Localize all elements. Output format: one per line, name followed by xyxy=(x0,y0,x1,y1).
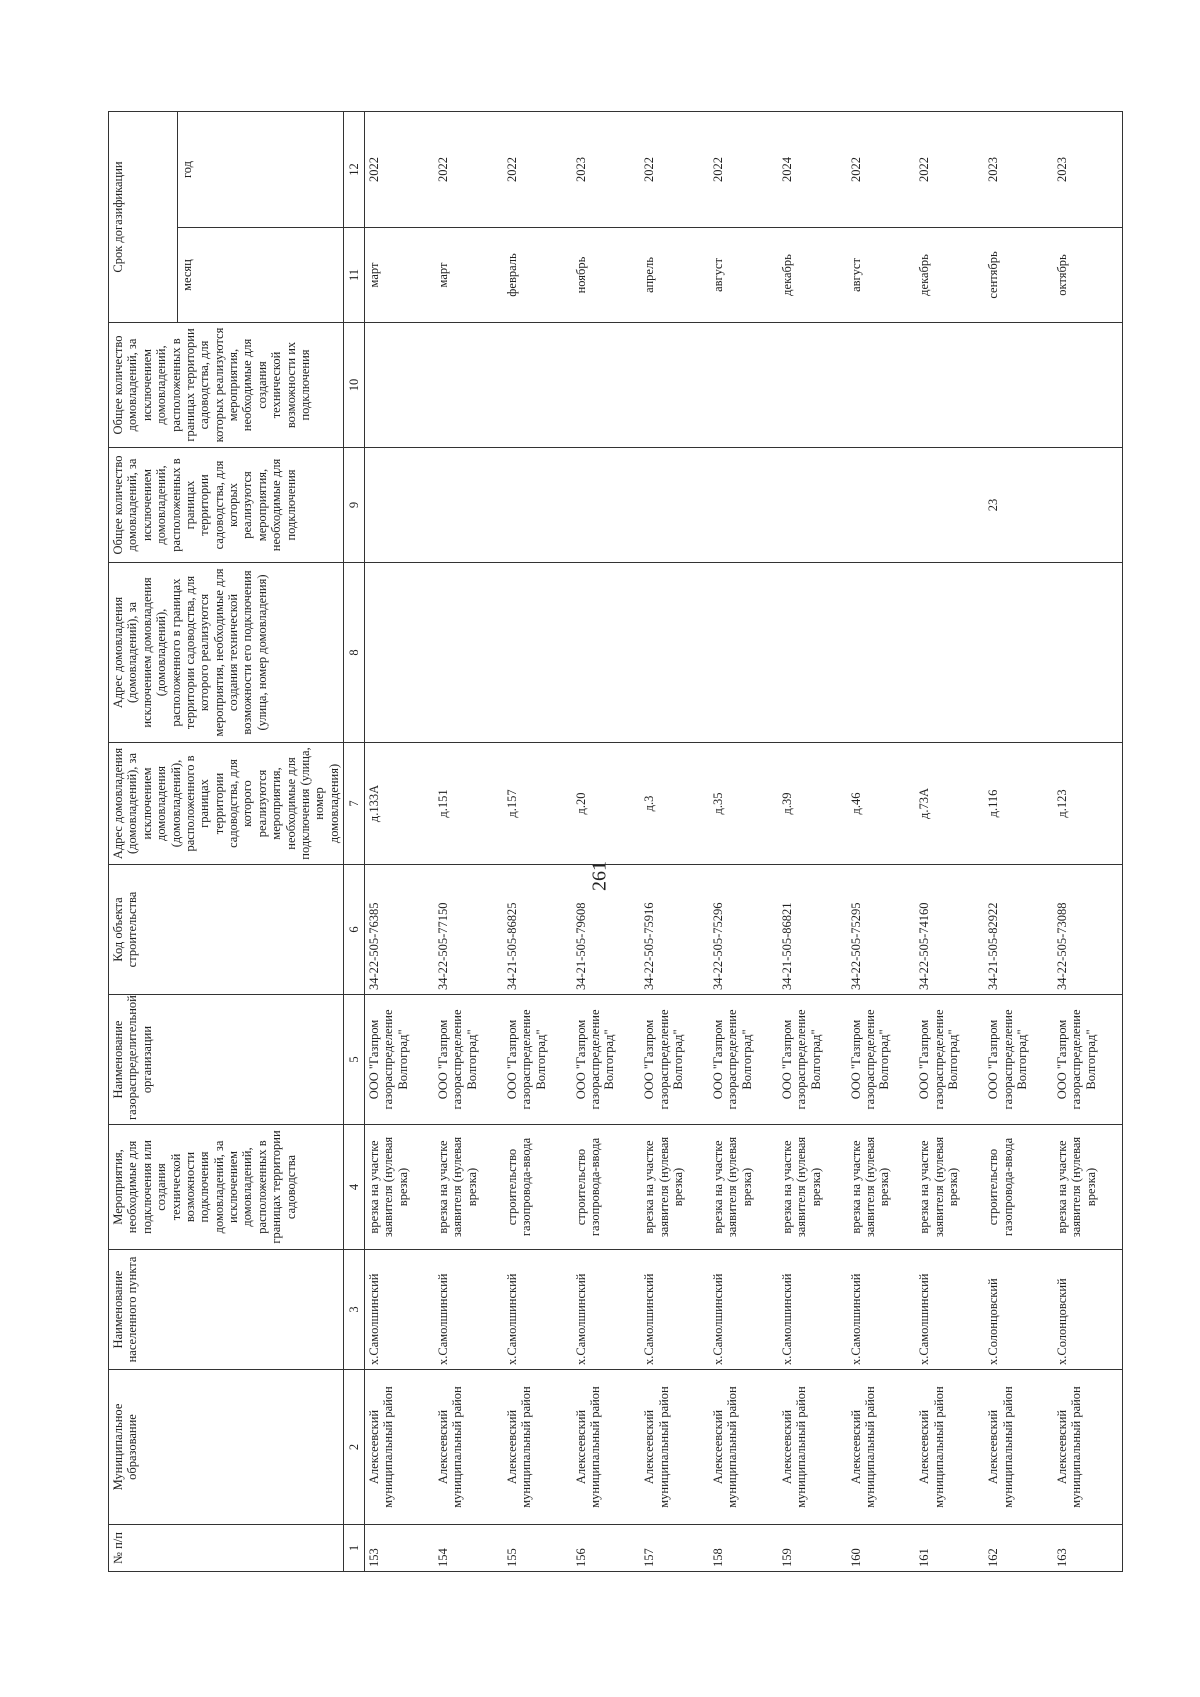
column-number: 1 xyxy=(344,1525,365,1572)
address-cell: д.133А xyxy=(365,743,435,865)
address-technical-cell xyxy=(984,563,1053,743)
address-cell: д.3 xyxy=(640,743,709,865)
row-number: 153 xyxy=(365,1525,435,1572)
month-cell: март xyxy=(434,228,503,323)
year-cell: 2022 xyxy=(915,112,984,228)
event-cell: врезка на участке заявителя (нулевая врезка) xyxy=(640,1125,709,1250)
year-cell: 2023 xyxy=(1053,112,1123,228)
column-number: 10 xyxy=(344,323,365,448)
settlement-cell: х.Солонцовский xyxy=(1053,1250,1123,1370)
row-number: 162 xyxy=(984,1525,1053,1572)
count-technical-cell xyxy=(1053,323,1123,448)
month-cell: август xyxy=(847,228,916,323)
address-technical-cell xyxy=(503,563,572,743)
address-cell: д.39 xyxy=(778,743,847,865)
month-cell: февраль xyxy=(503,228,572,323)
event-cell: врезка на участке заявителя (нулевая врезка) xyxy=(915,1125,984,1250)
municipality-cell: Алексеевский муниципальный район xyxy=(365,1370,435,1525)
count-connection-cell xyxy=(572,448,641,563)
table-row xyxy=(1053,112,1123,1572)
event-cell: врезка на участке заявителя (нулевая врезка) xyxy=(365,1125,435,1250)
year-cell: 2024 xyxy=(778,112,847,228)
header-count-connection: Общее количество домовладений, за исключением домовладений, расположенных в границах территории садоводства, для которых реализуются мероприятия, необходимые для подключения xyxy=(109,448,344,563)
table-row xyxy=(640,112,709,1572)
object-code-cell: 34-21-505-82922 xyxy=(984,865,1053,995)
object-code-cell: 34-22-505-75916 xyxy=(640,865,709,995)
address-cell: д.46 xyxy=(847,743,916,865)
settlement-cell: х.Самолшинский xyxy=(572,1250,641,1370)
header-municipality: Муниципальное образование xyxy=(109,1370,344,1525)
municipality-cell: Алексеевский муниципальный район xyxy=(503,1370,572,1525)
municipality-cell: Алексеевский муниципальный район xyxy=(572,1370,641,1525)
event-cell: строительство газопровода-ввода xyxy=(503,1125,572,1250)
municipality-cell: Алексеевский муниципальный район xyxy=(984,1370,1053,1525)
object-code-cell: 34-22-505-75296 xyxy=(709,865,778,995)
settlement-cell: х.Самолшинский xyxy=(915,1250,984,1370)
year-cell: 2022 xyxy=(503,112,572,228)
row-number: 154 xyxy=(434,1525,503,1572)
column-number: 6 xyxy=(344,865,365,995)
header-num: № п/п xyxy=(109,1525,344,1572)
page-number: 261 xyxy=(588,861,611,891)
row-number: 155 xyxy=(503,1525,572,1572)
organization-cell: ООО "Газпром газораспределение Волгоград" xyxy=(640,995,709,1125)
count-connection-cell xyxy=(709,448,778,563)
month-cell: октябрь xyxy=(1053,228,1123,323)
event-cell: врезка на участке заявителя (нулевая врезка) xyxy=(1053,1125,1123,1250)
gasification-table xyxy=(108,111,1123,1572)
count-technical-cell xyxy=(984,323,1053,448)
address-cell: д.151 xyxy=(434,743,503,865)
year-cell: 2022 xyxy=(709,112,778,228)
column-number: 12 xyxy=(344,112,365,228)
table-row xyxy=(503,112,572,1572)
year-cell: 2023 xyxy=(984,112,1053,228)
object-code-cell: 34-22-505-75295 xyxy=(847,865,916,995)
address-technical-cell xyxy=(365,563,435,743)
organization-cell: ООО "Газпром газораспределение Волгоград" xyxy=(915,995,984,1125)
object-code-cell: 34-21-505-86821 xyxy=(778,865,847,995)
count-connection-cell: 23 xyxy=(984,448,1053,563)
table-row xyxy=(984,112,1053,1572)
organization-cell: ООО "Газпром газораспределение Волгоград" xyxy=(503,995,572,1125)
column-number: 9 xyxy=(344,448,365,563)
municipality-cell: Алексеевский муниципальный район xyxy=(1053,1370,1123,1525)
table-row xyxy=(709,112,778,1572)
column-number: 5 xyxy=(344,995,365,1125)
header-year: год xyxy=(178,112,344,228)
row-number: 163 xyxy=(1053,1525,1123,1572)
count-connection-cell xyxy=(847,448,916,563)
object-code-cell: 34-22-505-77150 xyxy=(434,865,503,995)
row-number: 161 xyxy=(915,1525,984,1572)
object-code-cell: 34-22-505-74160 xyxy=(915,865,984,995)
address-cell: д.73А xyxy=(915,743,984,865)
header-address-technical: Адрес домовладения (домовладений), за исключением домовладения (домовладений), расположенного в границах территории садоводства, для которого реализуются мероприятия, необходимые для создания технической возможности его подключения (улица, номер домовладения) xyxy=(109,563,344,743)
header-events: Мероприятия, необходимые для подключения или создания технической возможности подключения домовладений, за исключением домовладений, расположенных в границах территории садоводства xyxy=(109,1125,344,1250)
column-number: 7 xyxy=(344,743,365,865)
municipality-cell: Алексеевский муниципальный район xyxy=(847,1370,916,1525)
municipality-cell: Алексеевский муниципальный район xyxy=(640,1370,709,1525)
month-cell: сентябрь xyxy=(984,228,1053,323)
organization-cell: ООО "Газпром газораспределение Волгоград" xyxy=(709,995,778,1125)
count-connection-cell xyxy=(1053,448,1123,563)
count-technical-cell xyxy=(847,323,916,448)
address-cell: д.123 xyxy=(1053,743,1123,865)
settlement-cell: х.Солонцовский xyxy=(984,1250,1053,1370)
address-cell: д.116 xyxy=(984,743,1053,865)
rotated-table-container xyxy=(108,112,1108,1572)
address-technical-cell xyxy=(1053,563,1123,743)
count-technical-cell xyxy=(365,323,435,448)
table-row xyxy=(434,112,503,1572)
object-code-cell: 34-21-505-79608 xyxy=(572,865,641,995)
column-number: 4 xyxy=(344,1125,365,1250)
address-technical-cell xyxy=(640,563,709,743)
year-cell: 2022 xyxy=(640,112,709,228)
row-number: 159 xyxy=(778,1525,847,1572)
table-row xyxy=(365,112,435,1572)
header-address-connection: Адрес домовладения (домовладений), за исключением домовладения (домовладений), расположенного в границах территории садоводства, для которого реализуются мероприятия, необходимые для подключения (улица, номер домовладения) xyxy=(109,743,344,865)
month-cell: апрель xyxy=(640,228,709,323)
row-number: 160 xyxy=(847,1525,916,1572)
address-cell: д.20 xyxy=(572,743,641,865)
year-cell: 2022 xyxy=(365,112,435,228)
month-cell: декабрь xyxy=(778,228,847,323)
table-row xyxy=(847,112,916,1572)
address-technical-cell xyxy=(572,563,641,743)
month-cell: март xyxy=(365,228,435,323)
table-row xyxy=(915,112,984,1572)
address-cell: д.35 xyxy=(709,743,778,865)
count-technical-cell xyxy=(709,323,778,448)
count-technical-cell xyxy=(640,323,709,448)
column-numbers-row xyxy=(344,112,365,1572)
table-row xyxy=(572,112,641,1572)
header-term: Срок догазификации xyxy=(109,112,178,323)
table-body xyxy=(365,112,1123,1572)
row-number: 156 xyxy=(572,1525,641,1572)
header-settlement: Наименование населенного пункта xyxy=(109,1250,344,1370)
count-technical-cell xyxy=(915,323,984,448)
settlement-cell: х.Самолшинский xyxy=(503,1250,572,1370)
settlement-cell: х.Самолшинский xyxy=(709,1250,778,1370)
column-number: 2 xyxy=(344,1370,365,1525)
event-cell: врезка на участке заявителя (нулевая врезка) xyxy=(847,1125,916,1250)
count-connection-cell xyxy=(365,448,435,563)
organization-cell: ООО "Газпром газораспределение Волгоград" xyxy=(434,995,503,1125)
count-connection-cell xyxy=(778,448,847,563)
settlement-cell: х.Самолшинский xyxy=(434,1250,503,1370)
object-code-cell: 34-22-505-76385 xyxy=(365,865,435,995)
header-organization: Наименование газораспределительной организации xyxy=(109,995,344,1125)
address-technical-cell xyxy=(847,563,916,743)
object-code-cell: 34-22-505-73088 xyxy=(1053,865,1123,995)
municipality-cell: Алексеевский муниципальный район xyxy=(915,1370,984,1525)
count-connection-cell xyxy=(434,448,503,563)
address-technical-cell xyxy=(915,563,984,743)
count-technical-cell xyxy=(572,323,641,448)
event-cell: строительство газопровода-ввода xyxy=(984,1125,1053,1250)
event-cell: врезка на участке заявителя (нулевая врезка) xyxy=(434,1125,503,1250)
year-cell: 2022 xyxy=(847,112,916,228)
column-number: 8 xyxy=(344,563,365,743)
count-technical-cell xyxy=(503,323,572,448)
organization-cell: ООО "Газпром газораспределение Волгоград" xyxy=(984,995,1053,1125)
settlement-cell: х.Самолшинский xyxy=(640,1250,709,1370)
municipality-cell: Алексеевский муниципальный район xyxy=(434,1370,503,1525)
table-header xyxy=(109,112,365,1572)
count-connection-cell xyxy=(915,448,984,563)
table-row xyxy=(778,112,847,1572)
header-month: месяц xyxy=(178,228,344,323)
object-code-cell: 34-21-505-86825 xyxy=(503,865,572,995)
event-cell: строительство газопровода-ввода xyxy=(572,1125,641,1250)
column-number: 11 xyxy=(344,228,365,323)
address-technical-cell xyxy=(434,563,503,743)
event-cell: врезка на участке заявителя (нулевая врезка) xyxy=(709,1125,778,1250)
year-cell: 2023 xyxy=(572,112,641,228)
header-object-code: Код объекта строительства xyxy=(109,865,344,995)
municipality-cell: Алексеевский муниципальный район xyxy=(778,1370,847,1525)
month-cell: август xyxy=(709,228,778,323)
count-technical-cell xyxy=(778,323,847,448)
address-technical-cell xyxy=(709,563,778,743)
organization-cell: ООО "Газпром газораспределение Волгоград" xyxy=(778,995,847,1125)
year-cell: 2022 xyxy=(434,112,503,228)
organization-cell: ООО "Газпром газораспределение Волгоград" xyxy=(1053,995,1123,1125)
row-number: 157 xyxy=(640,1525,709,1572)
address-cell: д.157 xyxy=(503,743,572,865)
settlement-cell: х.Самолшинский xyxy=(847,1250,916,1370)
organization-cell: ООО "Газпром газораспределение Волгоград" xyxy=(572,995,641,1125)
month-cell: декабрь xyxy=(915,228,984,323)
month-cell: ноябрь xyxy=(572,228,641,323)
organization-cell: ООО "Газпром газораспределение Волгоград" xyxy=(365,995,435,1125)
count-technical-cell xyxy=(434,323,503,448)
settlement-cell: х.Самолшинский xyxy=(778,1250,847,1370)
column-number: 3 xyxy=(344,1250,365,1370)
count-connection-cell xyxy=(503,448,572,563)
address-technical-cell xyxy=(778,563,847,743)
count-connection-cell xyxy=(640,448,709,563)
event-cell: врезка на участке заявителя (нулевая врезка) xyxy=(778,1125,847,1250)
settlement-cell: х.Самолшинский xyxy=(365,1250,435,1370)
municipality-cell: Алексеевский муниципальный район xyxy=(709,1370,778,1525)
organization-cell: ООО "Газпром газораспределение Волгоград" xyxy=(847,995,916,1125)
row-number: 158 xyxy=(709,1525,778,1572)
header-count-technical: Общее количество домовладений, за исключением домовладений, расположенных в границах территории садоводства, для которых реализуются мероприятия, необходимые для создания технической возможности их подключения xyxy=(109,323,344,448)
